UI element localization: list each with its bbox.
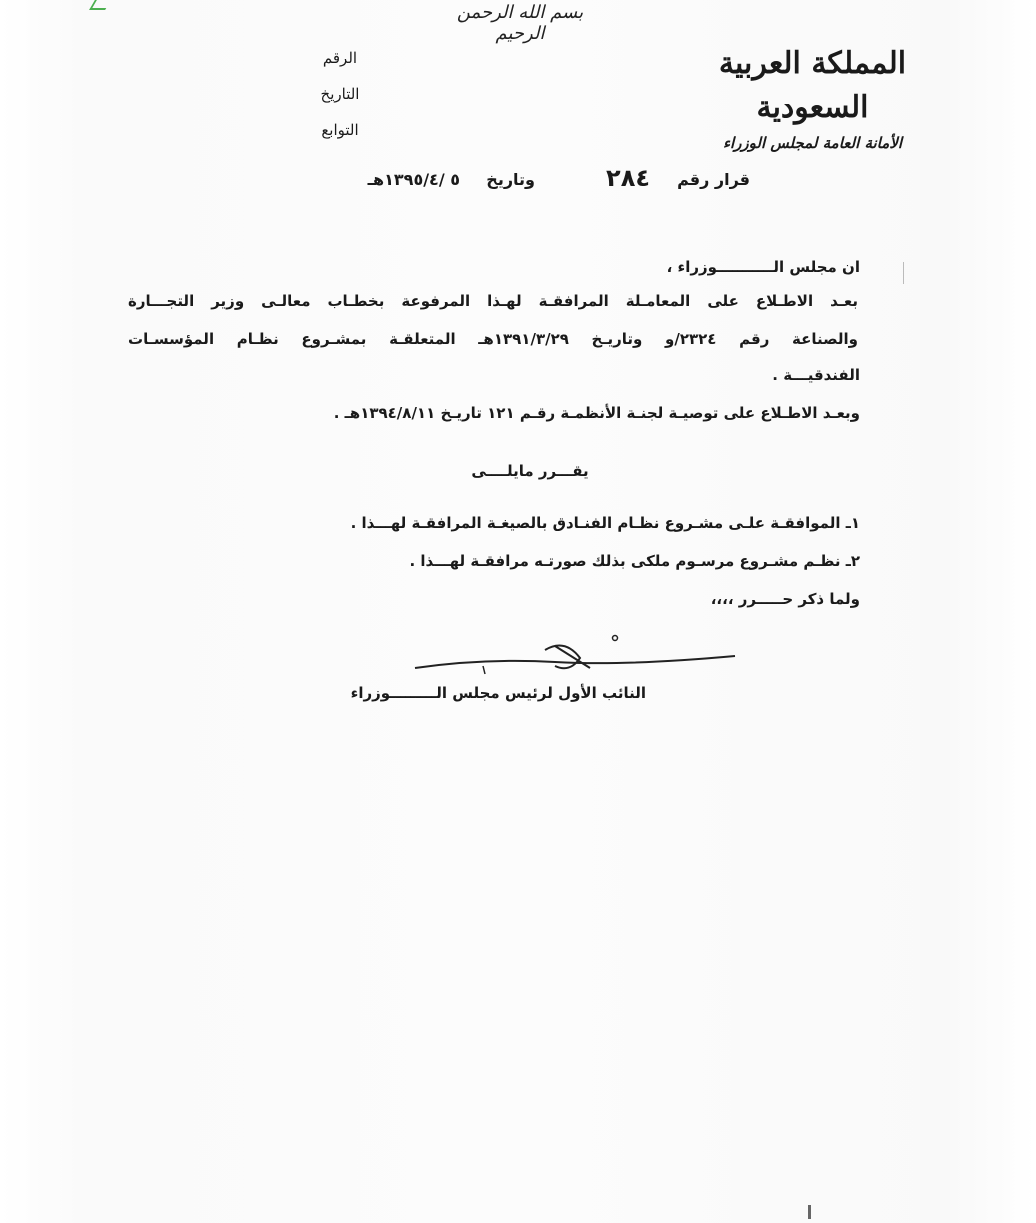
- ref-number-label: الرقم: [322, 49, 358, 67]
- paragraph-1-line-3: الفندقيـــة .: [772, 366, 860, 384]
- decision-header: [330, 164, 750, 200]
- opening-line: ان مجلس الـــــــــــوزراء ،: [666, 258, 860, 276]
- org-unit: الأمانة العامة لمجلس الوزراء: [722, 134, 903, 152]
- reference-fields: [300, 48, 380, 156]
- scan-corner-mark: [89, 0, 111, 10]
- margin-mark: [903, 262, 904, 284]
- decision-date-label: وتاريخ: [486, 170, 535, 189]
- handwritten-signature: [405, 628, 745, 688]
- decides-heading: يقـــرر مايلــــى: [471, 462, 589, 480]
- signatory-title: النائب الأول لرئيس مجلس الـــــــــوزراء: [350, 684, 646, 702]
- decision-number-value: ٢٨٤: [606, 164, 650, 192]
- decision-number-label: قرار رقم: [677, 170, 750, 189]
- decision-date-value: ٥ /١٣٩٥/٤هـ: [367, 170, 460, 189]
- closing-line: ولما ذكر حـــــرر ،،،،: [710, 590, 860, 608]
- ref-attachments-label: التوابع: [321, 121, 359, 139]
- basmala-header: بسم الله الرحمن الرحيم: [456, 2, 584, 44]
- paragraph-2: وبعـد الاطـلاع على توصيـة لجنـة الأنظمـة رقـم ١٢١ تاريـخ ١٣٩٤/٨/١١هـ .: [333, 404, 860, 422]
- letterhead: [705, 42, 920, 156]
- decision-item-1: ١ـ الموافقـة علـى مشـروع نظـام الفنـادق بالصيغـة المرافقـة لهـــذا .: [350, 514, 860, 532]
- page-edge-mark: [808, 1205, 811, 1219]
- decision-item-2: ٢ـ نظـم مشـروع مرسـوم ملكى بذلك صورتـه مرافقـة لهـــذا .: [409, 552, 860, 570]
- paragraph-1-line-2: والصناعة رقم ٢٣٢٤/و وتاريـخ ١٣٩١/٣/٢٩هـ المتعلقـة بمشـروع نظـام المؤسسـات: [128, 330, 859, 348]
- paragraph-1-line-1: بعـد الاطـلاع على المعامـلة المرافقـة لهـذا المرفوعة بخطـاب معالـى وزير التجـــارة: [128, 292, 858, 310]
- org-name: المملكة العربية السعودية: [718, 46, 907, 125]
- ref-date-label: التاريخ: [320, 85, 360, 103]
